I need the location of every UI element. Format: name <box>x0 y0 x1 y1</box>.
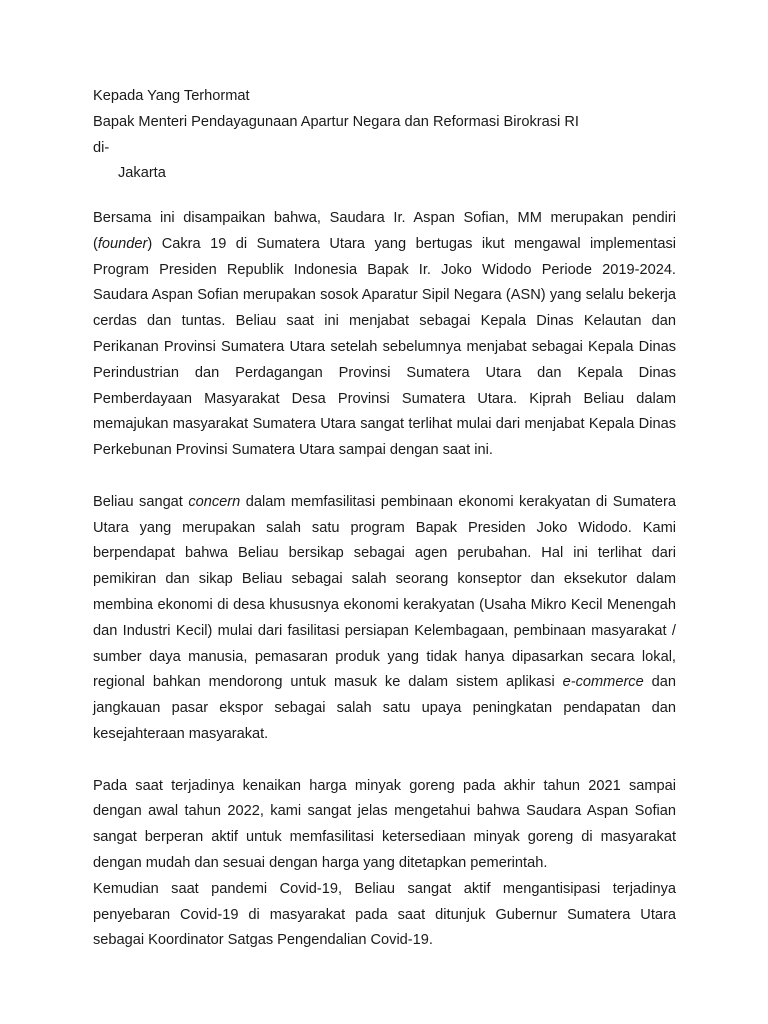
term-founder: founder <box>97 235 148 252</box>
recipient-di: di- <box>93 139 110 156</box>
letter-body <box>93 206 676 954</box>
paragraph-economy <box>93 490 676 748</box>
paragraph-founder-text-2: ) Cakra 19 di Sumatera Utara yang bertugas ikut mengawal implementasi Program Presiden Republik Indonesia Bapak Ir. Joko Widodo Periode 2019-2024. Saudara Aspan Sofian merupakan sosok Aparatur Sipil Negara (ASN) yang selalu bekerja cerdas dan tuntas. Beliau saat ini menjabat sebagai Kepala Dinas Kelautan dan Perikanan Provinsi Sumatera Utara setelah sebelumnya menjabat sebagai Kepala Dinas Perindustrian dan Perdagangan Provinsi Sumatera Utara dan Kepala Dinas Pemberdayaan Masyarakat Desa Provinsi Sumatera Utara. Kiprah Beliau dalam memajukan masyarakat Sumatera Utara sangat terlihat mulai dari menjabat Kepala Dinas Perkebunan Provinsi Sumatera Utara sampai dengan saat ini. <box>93 235 676 459</box>
paragraph-founder-text-1: Bersama ini disampaikan bahwa, Saudara Ir. Aspan Sofian, MM merupakan pendiri ( <box>93 210 676 252</box>
paragraph-economy-text-3: dan jangkauan pasar ekspor sebagai salah satu upaya peningkatan pendapatan dan kesejahteraan masyarakat. <box>93 674 676 742</box>
addressee-block <box>93 84 683 187</box>
term-e-commerce: e-commerce <box>562 674 644 691</box>
paragraph-economy-text-1: Beliau sangat <box>93 493 189 510</box>
paragraph-founder <box>93 206 676 464</box>
term-concern: concern <box>188 493 241 510</box>
paragraph-economy-text-2: dalam memfasilitasi pembinaan ekonomi kerakyatan di Sumatera Utara yang merupakan salah satu program Bapak Presiden Joko Widodo. Kami berpendapat bahwa Beliau bersikap sebagai agen perubahan. Hal ini terlihat dari pemikiran dan sikap Beliau sebagai salah seorang konseptor dan eksekutor dalam membina ekonomi di desa khususnya ekonomi kerakyatan (Usaha Mikro Kecil Menengah dan Industri Kecil) mulai dari fasilitasi persiapan Kelembagaan, pembinaan masyarakat / sumber daya manusia, pemasaran produk yang tidak hanya dipasarkan secara lokal, regional bahkan mendorong untuk masuk ke dalam sistem aplikasi <box>93 493 676 691</box>
salutation: Kepada Yang Terhormat <box>93 88 250 104</box>
recipient-title: Bapak Menteri Pendayagunaan Apartur Negara dan Reformasi Birokrasi RI <box>93 113 579 130</box>
recipient-city: Jakarta <box>118 165 166 182</box>
paragraph-covid: Kemudian saat pandemi Covid-19, Beliau sangat aktif mengantisipasi terjadinya penyebaran Covid-19 di masyarakat pada saat ditunjuk Gubernur Sumatera Utara sebagai Koordinator Satgas Pengendalian Covid-19. <box>93 880 676 949</box>
paragraph-cooking-oil: Pada saat terjadinya kenaikan harga minyak goreng pada akhir tahun 2021 sampai dengan awal tahun 2022, kami sangat jelas mengetahui bahwa Saudara Aspan Sofian sangat berperan aktif untuk memfasilitasi ketersediaan minyak goreng di masyarakat dengan mudah dan sesuai dengan harga yang ditetapkan pemerintah. <box>93 777 676 871</box>
